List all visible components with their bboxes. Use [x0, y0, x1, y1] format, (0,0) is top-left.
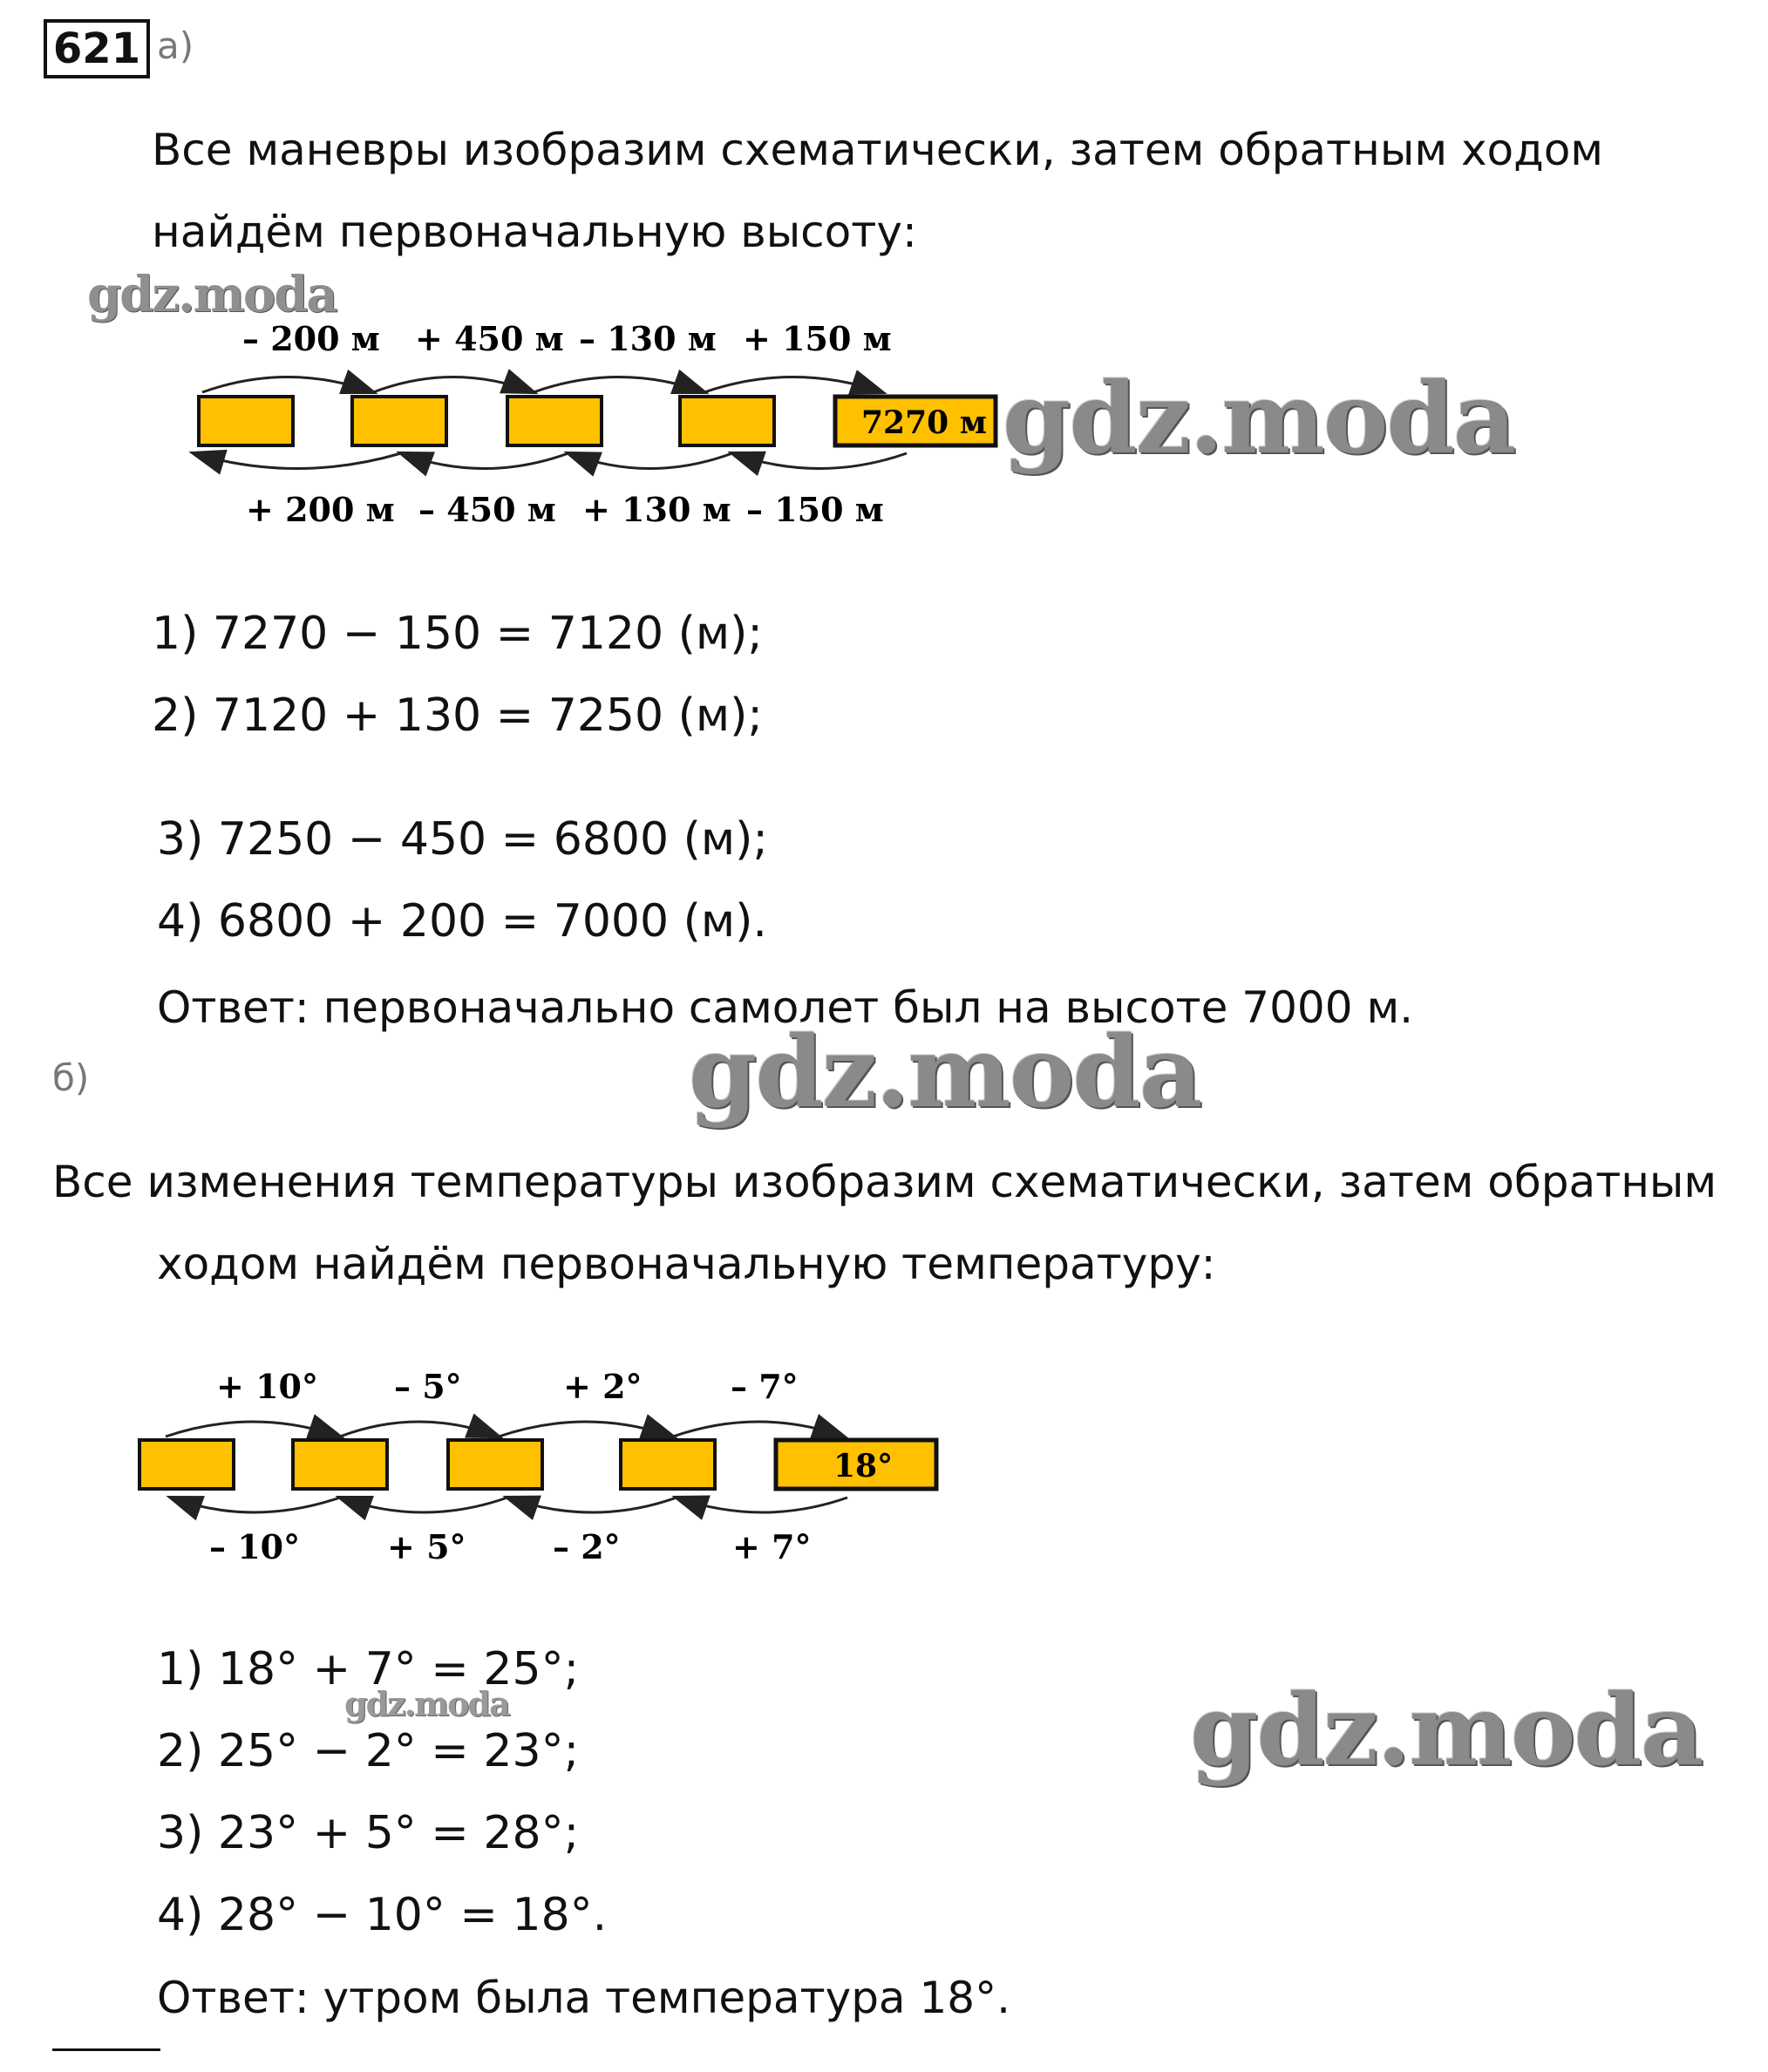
a-step-2: 2) 7120 + 130 = 7250 (м);: [152, 690, 763, 742]
a-answer: Ответ: первоначально самолет был на высоте 7000 м.: [157, 982, 1414, 1033]
footnote-divider: [52, 2048, 160, 2051]
b-bottom-label: + 5°: [387, 1527, 466, 1566]
part-b-intro-line1: Все изменения температуры изобразим схематически, затем обратным: [52, 1157, 1717, 1207]
b-bottom-label: + 7°: [732, 1527, 812, 1566]
b-box: [139, 1440, 234, 1489]
a-top-label: – 200 м: [242, 319, 380, 358]
a-step-3: 3) 7250 − 450 = 6800 (м);: [157, 813, 768, 866]
b-bottom-label: – 2°: [553, 1527, 621, 1566]
exercise-number: 621: [44, 19, 150, 78]
a-box: [507, 397, 602, 445]
a-box: [680, 397, 774, 445]
watermark-logo: gdz.moda: [87, 266, 337, 323]
b-answer: Ответ: утром была температура 18°.: [157, 1973, 1010, 2023]
watermark-logo: gdz.moda: [1190, 1674, 1703, 1788]
watermark-logo: gdz.moda: [689, 1016, 1201, 1130]
a-top-label: + 450 м: [415, 319, 564, 358]
a-box: [352, 397, 446, 445]
part-b-label: б): [52, 1056, 90, 1099]
b-box: [293, 1440, 387, 1489]
a-box: [199, 397, 293, 445]
watermark-logo: gdz.moda: [344, 1684, 509, 1723]
a-bottom-label: + 130 м: [582, 490, 731, 529]
b-top-label: – 7°: [731, 1367, 799, 1406]
b-box: [448, 1440, 542, 1489]
watermark-logo: gdz.moda: [1003, 362, 1515, 476]
b-bottom-label: – 10°: [209, 1527, 301, 1566]
part-a-intro-line2: найдём первоначальную высоту:: [152, 207, 917, 257]
part-a-label: а): [157, 24, 194, 67]
a-bottom-label: – 150 м: [746, 490, 884, 529]
b-top-label: + 10°: [216, 1367, 318, 1406]
b-step-4: 4) 28° − 10° = 18°.: [157, 1889, 608, 1941]
a-top-label: – 130 м: [579, 319, 717, 358]
b-box: [621, 1440, 715, 1489]
a-top-label: + 150 м: [743, 319, 892, 358]
b-step-3: 3) 23° + 5° = 28°;: [157, 1807, 580, 1859]
part-a-intro-line1: Все маневры изобразим схематически, затем обратным ходом: [152, 125, 1604, 175]
b-top-label: + 2°: [563, 1367, 643, 1406]
a-bottom-label: + 200 м: [246, 490, 395, 529]
a-step-4: 4) 6800 + 200 = 7000 (м).: [157, 895, 767, 948]
b-top-label: – 5°: [394, 1367, 462, 1406]
b-final-box-label: 18°: [833, 1448, 894, 1484]
a-step-1: 1) 7270 − 150 = 7120 (м);: [152, 608, 763, 660]
b-step-1: 1) 18° + 7° = 25°;: [157, 1643, 580, 1695]
part-b-intro-line2: ходом найдём первоначальную температуру:: [157, 1239, 1216, 1289]
b-step-2: 2) 25° − 2° = 23°;: [157, 1725, 580, 1777]
a-bottom-label: – 450 м: [418, 490, 556, 529]
a-final-box-label: 7270 м: [861, 404, 987, 441]
